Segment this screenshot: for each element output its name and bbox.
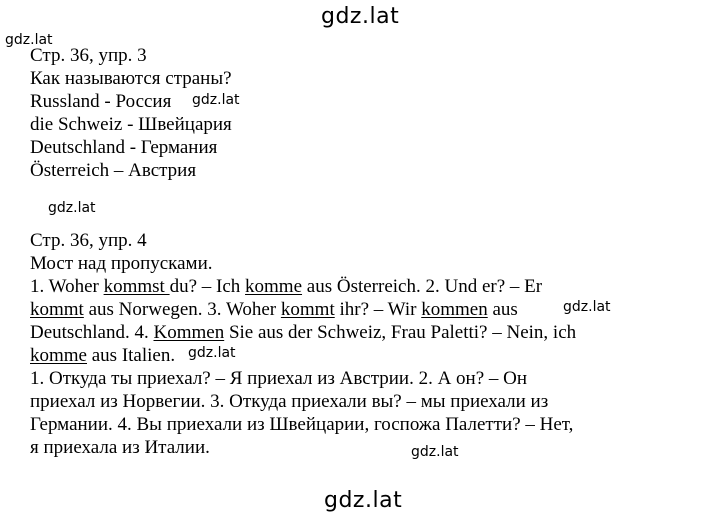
verb-answer: kommen: [421, 299, 488, 320]
exercise4-instruction: Мост над пропусками.: [30, 253, 213, 274]
german-line-1: [30, 275, 542, 298]
exercise4-heading: Стр. 36, упр. 4: [30, 230, 147, 251]
text-segment: aus Österreich. 2. Und er? – Er: [302, 276, 543, 297]
russian-line: Германии. 4. Вы приехали из Швейцарии, госпожа Палетти? – Нет,: [30, 414, 574, 435]
country-line: Deutschland - Германия: [30, 137, 218, 158]
text-segment: Deutschland. 4.: [30, 322, 154, 343]
text-segment: aus Norwegen. 3. Woher: [83, 299, 281, 320]
german-line-3: [30, 321, 576, 344]
text-segment: aus: [487, 299, 518, 320]
watermark-italien: gdz.lat: [188, 345, 236, 361]
watermark-mid: gdz.lat: [192, 92, 240, 108]
watermark-right: gdz.lat: [563, 299, 611, 315]
russian-line: я приехала из Италии.: [30, 437, 210, 458]
text-segment: ihr? – Wir: [334, 299, 422, 320]
verb-answer: Kommen: [153, 322, 225, 343]
verb-answer: komme: [30, 345, 87, 366]
text-segment: Sie aus der Schweiz, Frau Paletti? – Nein, ich: [224, 322, 577, 343]
verb-answer: kommt: [30, 299, 84, 320]
watermark-ex4: gdz.lat: [48, 200, 96, 216]
german-line-2: [30, 298, 518, 321]
watermark-bottom: gdz.lat: [324, 488, 403, 513]
watermark-top: gdz.lat: [321, 4, 400, 29]
text-segment: 1. Woher: [30, 276, 104, 297]
country-line: die Schweiz - Швейцария: [30, 114, 232, 135]
german-line-4: [30, 344, 175, 367]
exercise3-question: Как называются страны?: [30, 68, 232, 89]
exercise3-heading: Стр. 36, упр. 3: [30, 45, 147, 66]
verb-answer: kommst: [103, 276, 170, 297]
verb-answer: kommt: [280, 299, 335, 320]
watermark-left: gdz.lat: [5, 32, 53, 48]
text-segment: du? – Ich: [169, 276, 246, 297]
watermark-lower: gdz.lat: [411, 444, 459, 460]
country-line: Russland - Россия: [30, 91, 172, 112]
russian-line: 1. Откуда ты приехал? – Я приехал из Австрии. 2. А он? – Он: [30, 368, 528, 389]
text-segment: aus Italien.: [87, 345, 176, 366]
russian-line: приехал из Норвегии. 3. Откуда приехали вы? – мы приехали из: [30, 391, 549, 412]
verb-answer: komme: [245, 276, 303, 297]
country-line: Österreich – Австрия: [30, 160, 197, 181]
